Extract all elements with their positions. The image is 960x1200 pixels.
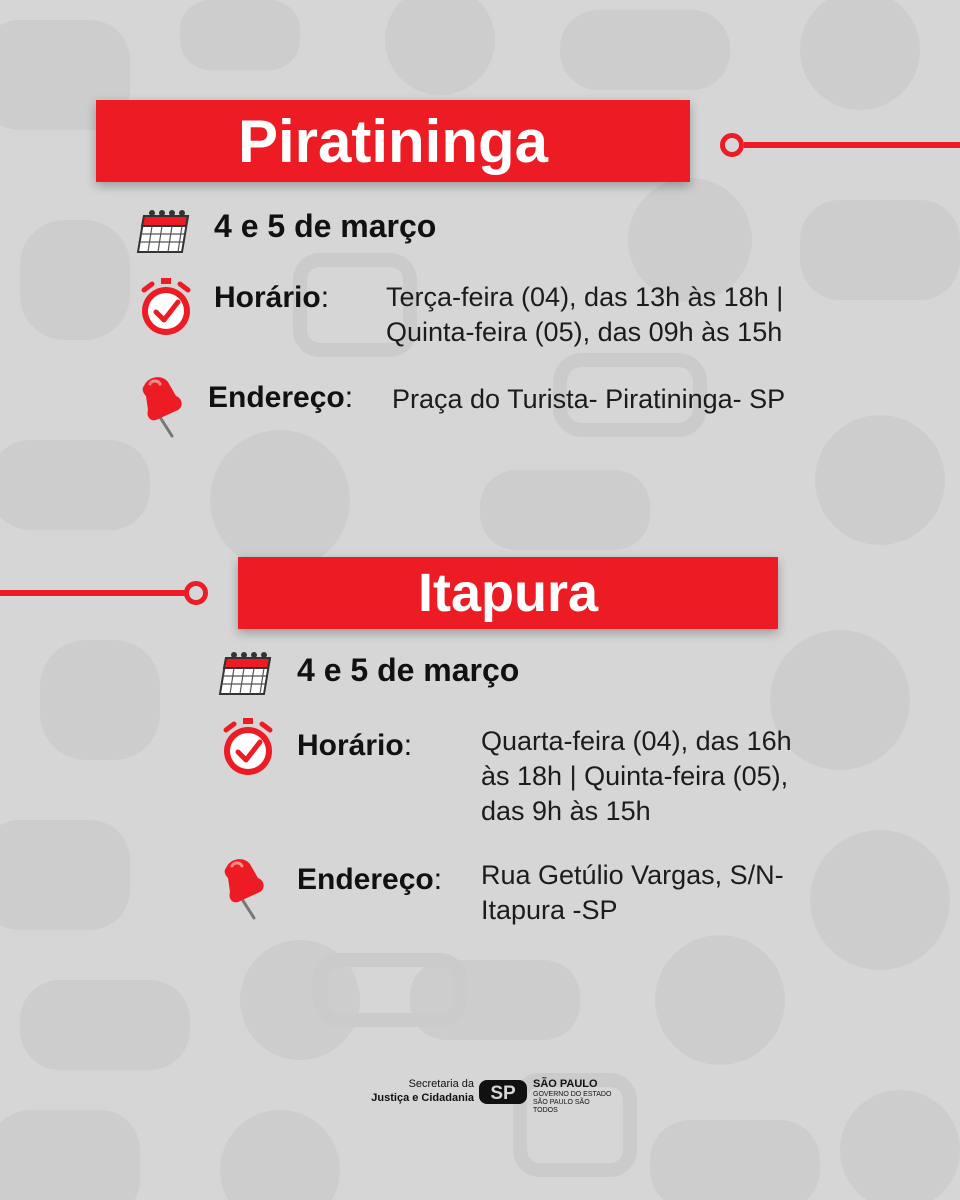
event-date: 4 e 5 de março (297, 652, 520, 688)
pushpin-icon (138, 374, 186, 440)
address-label: Endereço: (297, 863, 443, 896)
schedule-line: às 18h | Quinta-feira (05), (481, 761, 789, 792)
event-date: 4 e 5 de março (214, 208, 437, 244)
city-title-banner (238, 557, 778, 629)
address-label: Endereço: (208, 381, 354, 414)
calendar-icon (218, 648, 276, 696)
pushpin-icon (220, 856, 268, 922)
address-line: Itapura -SP (481, 895, 618, 926)
schedule-label: Horário: (297, 729, 413, 762)
svg-text:SP: SP (490, 1083, 516, 1104)
calendar-icon (136, 206, 194, 254)
connector-line (744, 142, 960, 148)
city-title: Piratininga (237, 107, 549, 175)
schedule-label: Horário: (214, 281, 330, 314)
schedule-line: Quinta-feira (05), das 09h às 15h (386, 317, 783, 348)
alarm-clock-check-icon (218, 716, 278, 778)
connector-line (0, 590, 186, 596)
sao-paulo-logo-text: SÃO PAULO GOVERNO DO ESTADO SÃO PAULO SÃO TODOS (533, 1078, 612, 1114)
city-title-banner (96, 100, 690, 182)
alarm-clock-check-icon (136, 276, 196, 338)
address-value (392, 382, 785, 417)
connector-dot (184, 581, 208, 605)
schedule-line: Terça-feira (04), das 13h às 18h | (386, 282, 784, 312)
city-title: Itapura (417, 563, 599, 623)
schedule-line: das 9h às 15h (481, 796, 651, 827)
footer-logos (355, 1076, 615, 1114)
schedule-value (481, 724, 792, 829)
secretaria-logo-text: Secretaria da Justiça e Cidadania (371, 1078, 474, 1104)
schedule-line: Quarta-feira (04), das 16h (481, 726, 792, 756)
address-value (481, 858, 784, 928)
sp-logo-icon (479, 1078, 527, 1106)
address-line: Rua Getúlio Vargas, S/N- (481, 860, 784, 890)
schedule-value (386, 280, 783, 350)
address-line: Praça do Turista- Piratininga- SP (392, 384, 786, 414)
connector-dot (720, 133, 744, 157)
